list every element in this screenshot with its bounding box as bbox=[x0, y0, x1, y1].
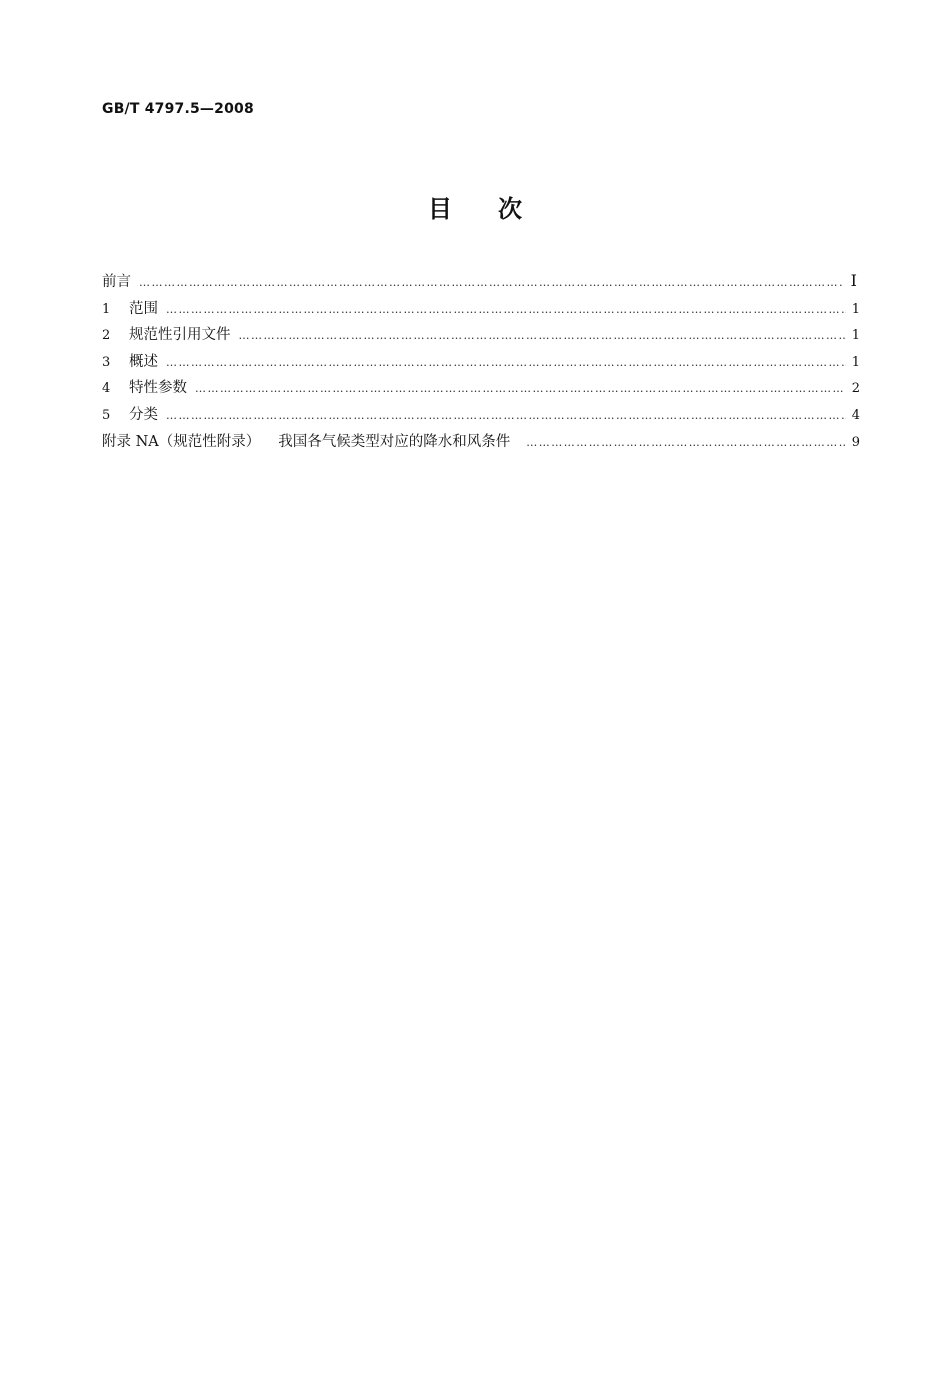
toc-entry-label: 前言 bbox=[102, 274, 131, 290]
standard-number: GB/T 4797.5—2008 bbox=[102, 101, 254, 117]
page-title: 目次 bbox=[428, 195, 568, 223]
toc-entry-label: 范围 bbox=[129, 300, 158, 317]
toc-entry-label: 概述 bbox=[129, 353, 158, 370]
toc-dot-leader bbox=[195, 382, 846, 395]
toc-entry-parameters[interactable] bbox=[102, 376, 860, 403]
toc-entry-label: 分类 bbox=[129, 406, 158, 423]
toc-entry-classification[interactable] bbox=[102, 403, 860, 430]
toc-entry-page: 1 bbox=[851, 301, 860, 317]
toc-annex-subtitle: 我国各气候类型对应的降水和风条件 bbox=[278, 433, 511, 450]
toc-entry-page: I bbox=[850, 271, 857, 290]
table-of-contents bbox=[102, 270, 860, 456]
toc-entry-scope[interactable] bbox=[102, 297, 860, 324]
toc-entry-page: 4 bbox=[851, 407, 860, 423]
toc-dot-leader bbox=[139, 276, 843, 289]
toc-entry-number: 3 bbox=[102, 354, 111, 370]
toc-entry-page: 9 bbox=[851, 434, 860, 450]
toc-annex-label: 附录 NA（规范性附录） bbox=[102, 433, 261, 450]
toc-dot-leader bbox=[526, 436, 846, 449]
toc-entry-page: 1 bbox=[851, 354, 860, 370]
toc-entry-annex-na[interactable] bbox=[102, 430, 860, 457]
toc-annex-label-group bbox=[102, 430, 510, 451]
toc-entry-number: 2 bbox=[102, 328, 111, 344]
toc-dot-leader bbox=[166, 409, 846, 422]
toc-dot-leader bbox=[166, 356, 846, 369]
toc-entry-page: 1 bbox=[851, 328, 860, 344]
toc-entry-overview[interactable] bbox=[102, 350, 860, 377]
toc-entry-number: 5 bbox=[102, 407, 111, 423]
toc-entry-label: 特性参数 bbox=[129, 380, 187, 397]
toc-entry-foreword[interactable] bbox=[102, 270, 860, 297]
toc-entry-number: 4 bbox=[102, 381, 111, 397]
toc-entry-page: 2 bbox=[851, 381, 860, 397]
toc-entry-label: 规范性引用文件 bbox=[129, 327, 231, 344]
toc-entry-normative-references[interactable] bbox=[102, 323, 860, 350]
toc-entry-number: 1 bbox=[102, 301, 111, 317]
toc-dot-leader bbox=[239, 329, 847, 342]
toc-dot-leader bbox=[166, 303, 846, 316]
